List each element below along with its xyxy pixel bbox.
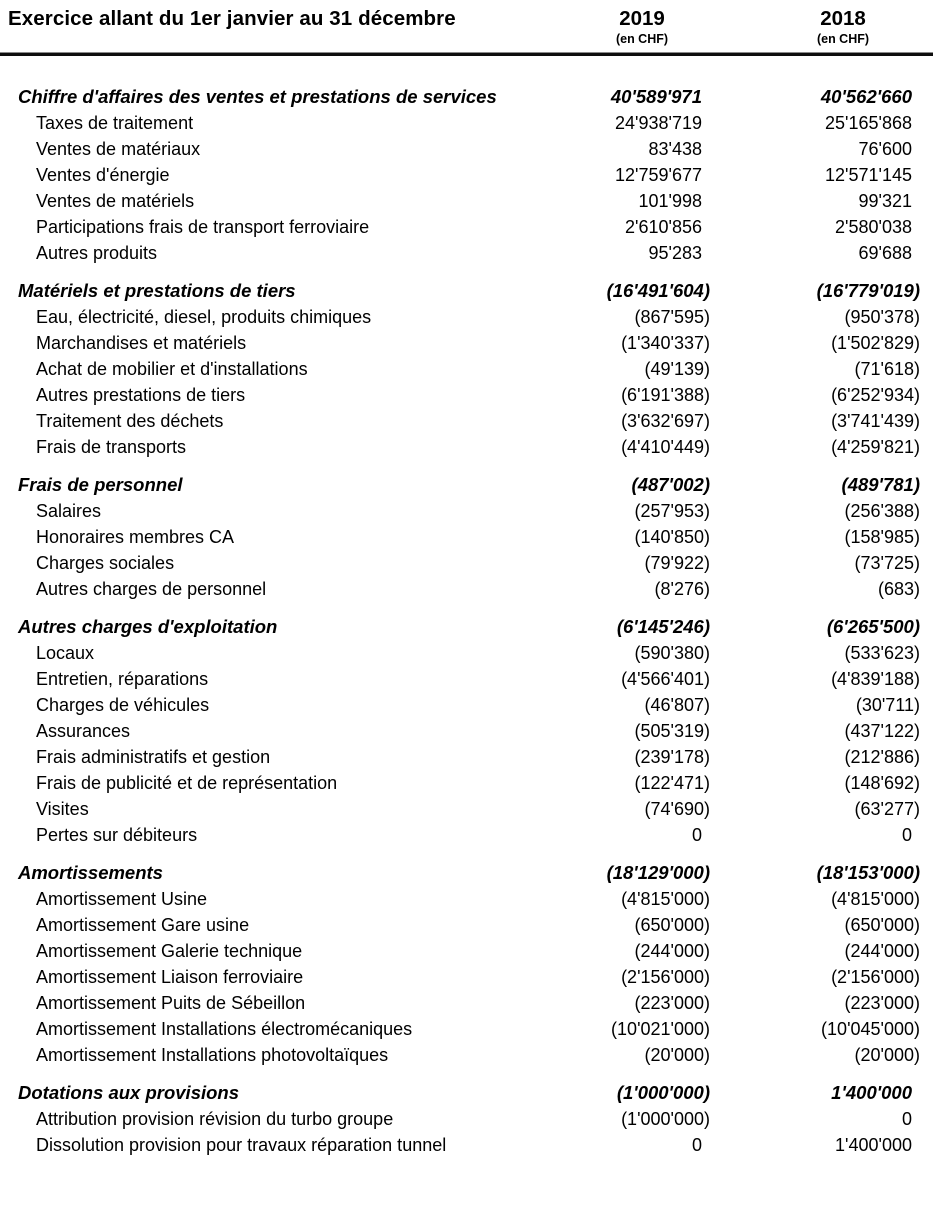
section-header-row xyxy=(0,860,920,886)
section-value-2018: (6'265'500) xyxy=(826,616,920,637)
table-row xyxy=(0,1132,920,1158)
row-label: Amortissement Gare usine xyxy=(36,915,250,935)
section-value-2018: 40'562'660 xyxy=(820,86,912,107)
section-value-2019: (18'129'000) xyxy=(606,862,710,883)
statement-section xyxy=(0,1080,920,1158)
section-label: Dotations aux provisions xyxy=(18,1082,240,1103)
row-value-2019: (49'139) xyxy=(644,359,710,379)
row-value-2019: (4'410'449) xyxy=(621,437,710,457)
row-value-2019: (140'850) xyxy=(634,527,710,547)
row-value-2018: 2'580'038 xyxy=(835,217,912,237)
row-label: Amortissement Installations photovoltaïques xyxy=(36,1045,389,1065)
row-value-2018: (4'259'821) xyxy=(831,437,920,457)
table-row xyxy=(0,822,920,848)
section-rows xyxy=(0,304,920,460)
table-row xyxy=(0,938,920,964)
header-rule xyxy=(0,52,933,56)
column-header-2019 xyxy=(540,6,710,47)
section-value-2019: (6'145'246) xyxy=(616,616,710,637)
row-value-2018: (3'741'439) xyxy=(831,411,920,431)
table-row xyxy=(0,744,920,770)
section-header-row xyxy=(0,278,920,304)
row-value-2019: (239'178) xyxy=(634,747,710,767)
row-value-2018: (148'692) xyxy=(844,773,920,793)
table-row xyxy=(0,162,920,188)
row-value-2019: (1'340'337) xyxy=(621,333,710,353)
row-value-2018: (20'000) xyxy=(854,1045,920,1065)
statement-section xyxy=(0,860,920,1068)
row-label: Ventes d'énergie xyxy=(36,165,170,185)
row-value-2018: (950'378) xyxy=(844,307,920,327)
section-value-2019: 40'589'971 xyxy=(610,86,702,107)
row-value-2019: (244'000) xyxy=(634,941,710,961)
table-row xyxy=(0,110,920,136)
section-value-2019: (16'491'604) xyxy=(606,280,710,301)
table-row xyxy=(0,356,920,382)
row-value-2019: 101'998 xyxy=(638,191,702,211)
row-label: Charges de véhicules xyxy=(36,695,210,715)
row-value-2018: (30'711) xyxy=(855,695,920,715)
row-label: Participations frais de transport ferroviaire xyxy=(36,217,370,237)
row-value-2019: 95'283 xyxy=(648,243,702,263)
row-value-2019: (1'000'000) xyxy=(621,1109,710,1129)
row-value-2019: (79'922) xyxy=(644,553,710,573)
row-value-2019: (867'595) xyxy=(634,307,710,327)
statement-section xyxy=(0,472,920,602)
row-value-2019: (122'471) xyxy=(634,773,710,793)
table-row xyxy=(0,912,920,938)
row-value-2019: 12'759'677 xyxy=(615,165,702,185)
row-value-2018: (212'886) xyxy=(844,747,920,767)
table-row xyxy=(0,718,920,744)
row-value-2018: (158'985) xyxy=(844,527,920,547)
row-value-2018: (6'252'934) xyxy=(831,385,920,405)
row-value-2018: (256'388) xyxy=(844,501,920,521)
table-row xyxy=(0,188,920,214)
row-value-2018: 69'688 xyxy=(858,243,912,263)
row-label: Locaux xyxy=(36,643,95,663)
section-value-2018: 1'400'000 xyxy=(831,1082,912,1103)
row-value-2018: 0 xyxy=(901,825,912,845)
table-row xyxy=(0,666,920,692)
row-value-2019: (4'815'000) xyxy=(621,889,710,909)
section-header-row xyxy=(0,1080,920,1106)
row-label: Amortissement Galerie technique xyxy=(36,941,303,961)
row-label: Frais administratifs et gestion xyxy=(36,747,271,767)
row-label: Ventes de matériels xyxy=(36,191,195,211)
row-value-2018: (244'000) xyxy=(844,941,920,961)
row-value-2018: (63'277) xyxy=(854,799,920,819)
page-title: Exercice allant du 1er janvier au 31 décembre xyxy=(8,7,456,30)
section-label: Amortissements xyxy=(18,862,163,883)
table-row xyxy=(0,214,920,240)
row-value-2019: (505'319) xyxy=(634,721,710,741)
row-value-2019: 83'438 xyxy=(648,139,702,159)
row-label: Autres produits xyxy=(36,243,158,263)
column-year-2019: 2019 xyxy=(619,7,665,30)
table-row xyxy=(0,434,920,460)
section-header-row xyxy=(0,472,920,498)
row-value-2018: (1'502'829) xyxy=(831,333,920,353)
table-row xyxy=(0,886,920,912)
section-rows xyxy=(0,498,920,602)
row-label: Marchandises et matériels xyxy=(36,333,247,353)
column-header-2018 xyxy=(710,6,920,47)
row-value-2019: (223'000) xyxy=(634,993,710,1013)
column-year-2018: 2018 xyxy=(820,7,866,30)
table-row xyxy=(0,136,920,162)
row-label: Assurances xyxy=(36,721,131,741)
table-row xyxy=(0,576,920,602)
section-label: Matériels et prestations de tiers xyxy=(18,280,296,301)
column-unit-2019: (en CHF) xyxy=(615,32,669,46)
row-value-2018: (4'839'188) xyxy=(831,669,920,689)
row-label: Charges sociales xyxy=(36,553,175,573)
row-label: Ventes de matériaux xyxy=(36,139,201,159)
row-value-2019: (257'953) xyxy=(634,501,710,521)
table-row xyxy=(0,796,920,822)
section-header-row xyxy=(0,614,920,640)
row-label: Traitement des déchets xyxy=(36,411,224,431)
table-row xyxy=(0,1016,920,1042)
row-value-2018: 1'400'000 xyxy=(835,1135,912,1155)
table-row xyxy=(0,692,920,718)
table-row xyxy=(0,640,920,666)
row-value-2019: (4'566'401) xyxy=(621,669,710,689)
table-row xyxy=(0,770,920,796)
section-rows xyxy=(0,886,920,1068)
row-value-2018: (4'815'000) xyxy=(831,889,920,909)
table-row xyxy=(0,550,920,576)
row-value-2019: (74'690) xyxy=(644,799,710,819)
row-value-2018: (2'156'000) xyxy=(831,967,920,987)
row-value-2018: (683) xyxy=(877,579,920,599)
row-value-2018: (10'045'000) xyxy=(821,1019,920,1039)
row-value-2018: 76'600 xyxy=(858,139,912,159)
row-value-2018: 25'165'868 xyxy=(825,113,912,133)
row-value-2019: (590'380) xyxy=(634,643,710,663)
row-value-2018: (223'000) xyxy=(844,993,920,1013)
row-value-2019: (8'276) xyxy=(654,579,710,599)
table-row xyxy=(0,408,920,434)
row-value-2019: (10'021'000) xyxy=(611,1019,710,1039)
table-row xyxy=(0,964,920,990)
row-label: Attribution provision révision du turbo groupe xyxy=(36,1109,394,1129)
table-row xyxy=(0,1106,920,1132)
row-label: Pertes sur débiteurs xyxy=(36,825,198,845)
row-value-2019: (6'191'388) xyxy=(621,385,710,405)
section-value-2018: (18'153'000) xyxy=(816,862,920,883)
section-label: Frais de personnel xyxy=(18,474,183,495)
row-value-2019: (20'000) xyxy=(644,1045,710,1065)
section-value-2019: (487'002) xyxy=(631,474,710,495)
row-value-2019: (46'807) xyxy=(644,695,710,715)
row-label: Amortissement Installations électromécaniques xyxy=(36,1019,413,1039)
row-label: Dissolution provision pour travaux réparation tunnel xyxy=(36,1135,447,1155)
table-header xyxy=(0,6,920,47)
row-value-2019: (2'156'000) xyxy=(621,967,710,987)
row-label: Amortissement Puits de Sébeillon xyxy=(36,993,306,1013)
row-label: Frais de transports xyxy=(36,437,187,457)
statement-section xyxy=(0,278,920,460)
table-row xyxy=(0,330,920,356)
table-row xyxy=(0,498,920,524)
row-label: Entretien, réparations xyxy=(36,669,209,689)
statement-section xyxy=(0,84,920,266)
row-value-2019: 2'610'856 xyxy=(625,217,702,237)
row-label: Autres charges de personnel xyxy=(36,579,267,599)
section-label: Autres charges d'exploitation xyxy=(18,616,278,637)
row-label: Amortissement Usine xyxy=(36,889,208,909)
row-label: Amortissement Liaison ferroviaire xyxy=(36,967,304,987)
row-value-2018: (71'618) xyxy=(854,359,920,379)
sections xyxy=(0,84,920,1158)
row-value-2018: (437'122) xyxy=(844,721,920,741)
section-rows xyxy=(0,1106,920,1158)
section-header-row xyxy=(0,84,920,110)
row-label: Honoraires membres CA xyxy=(36,527,235,547)
row-label: Achat de mobilier et d'installations xyxy=(36,359,308,379)
section-value-2019: (1'000'000) xyxy=(616,1082,710,1103)
row-value-2019: 24'938'719 xyxy=(615,113,702,133)
row-label: Visites xyxy=(36,799,89,819)
row-value-2018: (533'623) xyxy=(844,643,920,663)
row-value-2018: 0 xyxy=(901,1109,912,1129)
row-value-2018: (650'000) xyxy=(844,915,920,935)
row-label: Salaires xyxy=(36,501,102,521)
row-value-2018: 12'571'145 xyxy=(825,165,912,185)
table-row xyxy=(0,382,920,408)
table-row xyxy=(0,304,920,330)
table-row xyxy=(0,524,920,550)
row-label: Taxes de traitement xyxy=(36,113,194,133)
row-value-2018: 99'321 xyxy=(858,191,912,211)
row-value-2019: 0 xyxy=(691,825,702,845)
table-row xyxy=(0,990,920,1016)
section-value-2018: (16'779'019) xyxy=(816,280,920,301)
row-value-2019: (3'632'697) xyxy=(621,411,710,431)
row-value-2019: 0 xyxy=(691,1135,702,1155)
table-row xyxy=(0,240,920,266)
row-label: Frais de publicité et de représentation xyxy=(36,773,338,793)
row-label: Eau, électricité, diesel, produits chimiques xyxy=(36,307,372,327)
section-rows xyxy=(0,640,920,848)
column-unit-2018: (en CHF) xyxy=(816,32,870,46)
table-row xyxy=(0,1042,920,1068)
row-label: Autres prestations de tiers xyxy=(36,385,246,405)
row-value-2018: (73'725) xyxy=(854,553,920,573)
row-value-2019: (650'000) xyxy=(634,915,710,935)
section-rows xyxy=(0,110,920,266)
section-label: Chiffre d'affaires des ventes et prestations de services xyxy=(18,86,497,107)
section-value-2018: (489'781) xyxy=(841,474,920,495)
statement-section xyxy=(0,614,920,848)
